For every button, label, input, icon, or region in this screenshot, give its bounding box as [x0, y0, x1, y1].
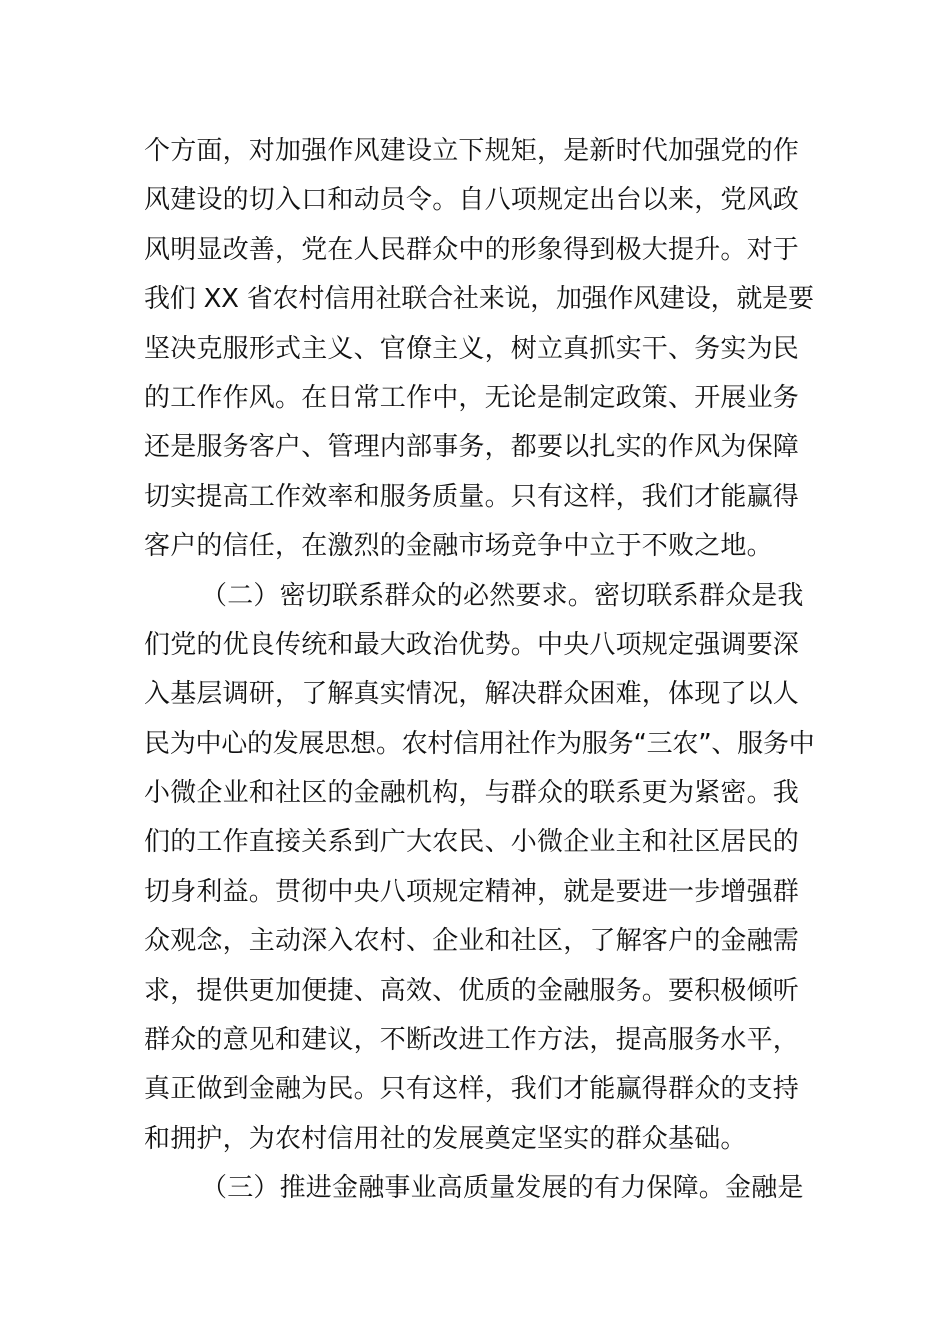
body-text: [144, 127, 814, 1214]
text-line: 群众的意见和建议，不断改进工作方法，提高服务水平，: [144, 1025, 800, 1056]
text-line: 小微企业和社区的金融机构，与群众的联系更为紧密。我: [144, 778, 800, 809]
text-line: 个方面，对加强作风建设立下规矩，是新时代加强党的作: [144, 136, 800, 166]
text-line: 们的工作直接关系到广大农民、小微企业主和社区居民的: [144, 827, 800, 858]
text-line: 入基层调研，了解真实情况，解决群众困难，体现了以人: [144, 679, 800, 710]
text-line: 风建设的切入口和动员令。自八项规定出台以来，党风政: [144, 185, 800, 216]
section-heading-line: （三）推进金融事业高质量发展的有力保障。金融是: [201, 1173, 804, 1204]
text-line: 众观念，主动深入农村、企业和社区，了解客户的金融需: [144, 926, 800, 957]
text-line: 还是服务客户、管理内部事务，都要以扎实的作风为保障: [144, 432, 800, 463]
section-heading-line: （二）密切联系群众的必然要求。密切联系群众是我: [201, 580, 804, 611]
text-line: 的工作作风。在日常工作中，无论是制定政策、开展业务: [144, 382, 800, 413]
text-line: 切身利益。贯彻中央八项规定精神，就是要进一步增强群: [144, 876, 800, 907]
text-line: 坚决克服形式主义、官僚主义，树立真抓实干、务实为民: [144, 333, 800, 364]
text-line: 们党的优良传统和最大政治优势。中央八项规定强调要深: [144, 629, 800, 660]
text-line: 我们 XX 省农村信用社联合社来说，加强作风建设，就是要: [144, 284, 814, 315]
text-line: 求，提供更加便捷、高效、优质的金融服务。要积极倾听: [144, 975, 800, 1006]
text-line: 切实提高工作效率和服务质量。只有这样，我们才能赢得: [144, 481, 800, 512]
text-line: 真正做到金融为民。只有这样，我们才能赢得群众的支持: [144, 1074, 800, 1105]
text-line: 民为中心的发展思想。农村信用社作为服务“三农”、服务中: [144, 728, 815, 759]
text-line: 客户的信任，在激烈的金融市场竞争中立于不败之地。: [144, 531, 773, 562]
text-line: 和拥护，为农村信用社的发展奠定坚实的群众基础。: [144, 1123, 747, 1154]
text-line: 风明显改善，党在人民群众中的形象得到极大提升。对于: [144, 234, 800, 265]
